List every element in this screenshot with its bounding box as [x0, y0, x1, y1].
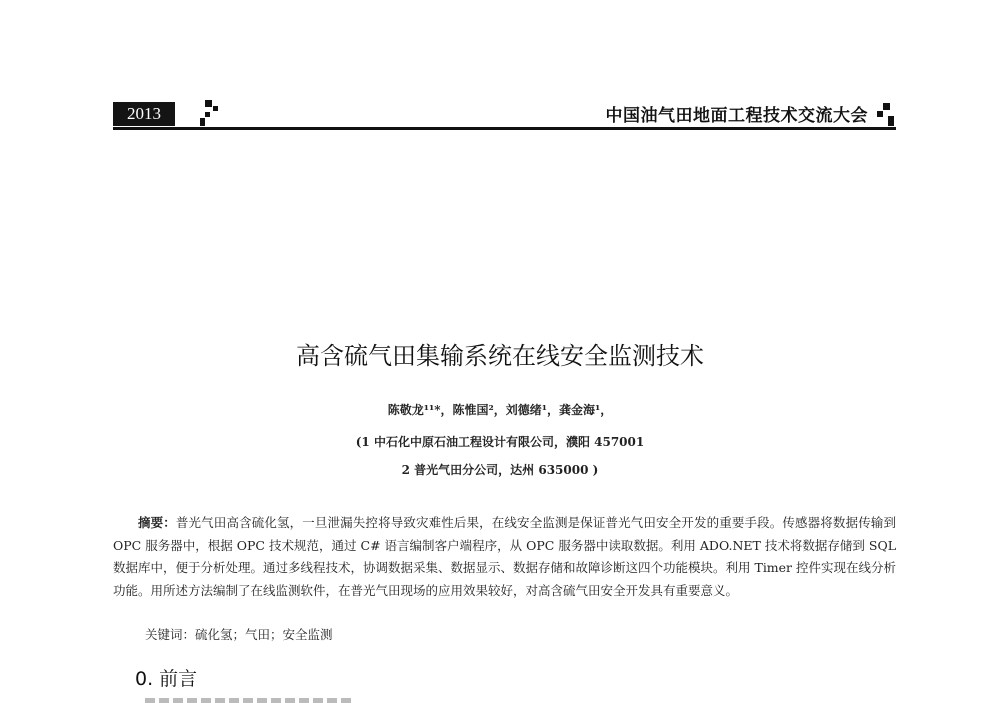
abstract	[113, 512, 896, 602]
affiliation-1: (1 中石化中原石油工程设计有限公司，濮阳 457001	[355, 435, 645, 449]
author-list: 陈敬龙¹¹*，陈惟国²，刘德绪¹，龚金海¹，	[387, 403, 613, 417]
abstract-text: 普光气田高含硫化氢，一旦泄漏失控将导致灾难性后果，在线安全监测是保证普光气田安全开发的重要手段。传感器将数据传输到 OPC 服务器中，根据 OPC 技术规范，通过 C# 语言编制客户端程序，从 OPC 服务器中读取数据。利用 ADO.NET 技术将数据存储到 SQL 数据库中，便于分析处理。通过多线程技术，协调数据采集、数据显示、数据存储和故障诊断这四个功能模块。利用 Timer 控件实现在线分析功能。用所述方法编制了在线监测软件，在普光气田现场的应用效果较好，对高含硫气田安全开发具有重要意义。	[113, 515, 897, 598]
running-header	[113, 98, 896, 130]
paper-title: 高含硫气田集输系统在线安全监测技术	[296, 342, 704, 370]
decorative-square	[213, 106, 218, 111]
year-badge: 2013	[113, 102, 175, 126]
decorative-squares-left	[205, 100, 212, 107]
decorative-square	[877, 111, 883, 117]
header-rule	[113, 127, 896, 130]
affiliation-2: 2 普光气田分公司，达州 635000 )	[401, 463, 599, 477]
decorative-square	[205, 112, 210, 117]
keywords: 关键词：硫化氢；气田；安全监测	[145, 627, 333, 642]
section-heading: 0. 前言	[135, 668, 198, 690]
decorative-square	[200, 118, 205, 126]
decorative-squares-right	[883, 103, 890, 110]
decorative-square	[888, 116, 894, 126]
abstract-label: 摘要：	[138, 515, 176, 530]
cut-off-text-line	[145, 698, 355, 703]
conference-title: 中国油气田地面工程技术交流大会	[605, 106, 868, 126]
